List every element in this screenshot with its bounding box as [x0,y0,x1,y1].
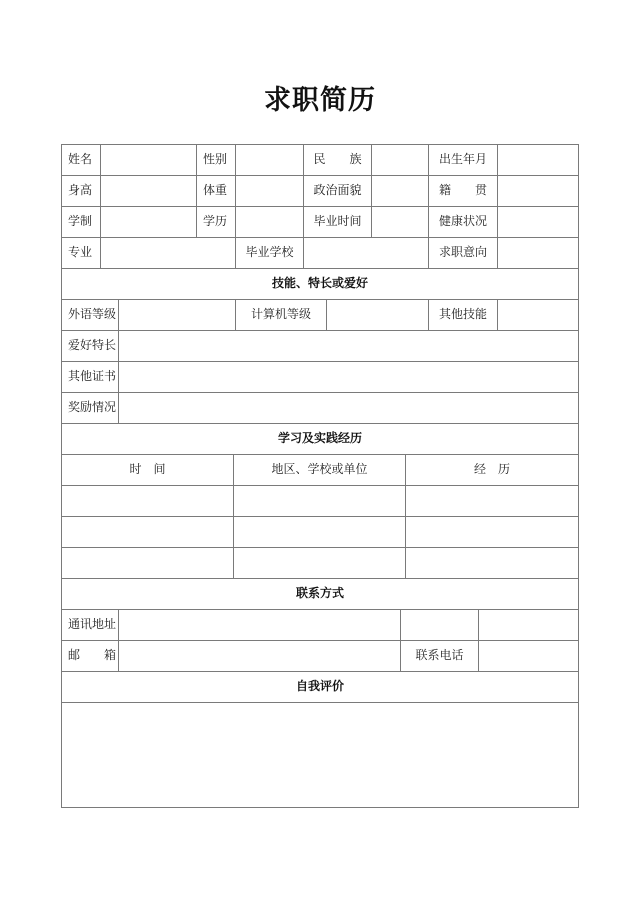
degree-field[interactable] [236,207,303,237]
grad-time-label: 毕业时间 [313,214,362,228]
other-skill-label: 其他技能 [438,307,487,321]
grid-line [196,144,197,237]
health-label: 健康状况 [438,214,487,228]
language-field[interactable] [119,300,235,330]
experience-time-cell[interactable] [62,486,233,516]
weight-label: 体重 [203,183,228,197]
political-field[interactable] [372,176,428,206]
awards-field[interactable] [119,393,578,423]
experience-time-cell[interactable] [62,548,233,578]
weight-field[interactable] [236,176,303,206]
grid-line [578,144,579,808]
self-eval-heading: 自我评价 [295,679,344,693]
birth-label: 出生年月 [438,152,487,166]
degree-label: 学历 [203,214,228,228]
major-label: 专业 [68,245,93,259]
experience-heading: 学习及实践经历 [277,431,362,445]
birth-field[interactable] [498,145,578,175]
language-label: 外语等级 [68,307,117,321]
self-eval-field[interactable] [62,703,578,807]
political-label: 政治面貌 [313,183,362,197]
contact-extra-field[interactable] [401,610,478,640]
phone-label: 联系电话 [415,648,464,662]
computer-label: 计算机等级 [250,307,311,321]
height-label: 身高 [68,183,93,197]
postcode-field[interactable] [119,641,400,671]
resume-form [61,144,579,808]
experience-time-cell[interactable] [62,517,233,547]
grad-time-field[interactable] [372,207,428,237]
ethnicity-label: 民 族 [313,152,362,166]
hobby-field[interactable] [119,331,578,361]
grad-school-field[interactable] [304,238,428,268]
intention-label: 求职意向 [438,245,487,259]
address-field[interactable] [119,610,400,640]
experience-detail-cell[interactable] [406,517,578,547]
intention-field[interactable] [498,238,578,268]
major-field[interactable] [101,238,235,268]
address-label: 通讯地址 [68,617,117,631]
name-label: 姓名 [68,152,93,166]
experience-detail-cell[interactable] [406,548,578,578]
skills-heading: 技能、特长或爱好 [271,276,368,290]
schooling-label: 学制 [68,214,93,228]
certs-label: 其他证书 [68,369,117,383]
experience-place-cell[interactable] [234,517,405,547]
gender-label: 性别 [203,152,228,166]
experience-detail-cell[interactable] [406,486,578,516]
time-column-header: 时 间 [129,462,166,476]
health-field[interactable] [498,207,578,237]
height-field[interactable] [101,176,196,206]
ethnicity-field[interactable] [372,145,428,175]
native-field[interactable] [498,176,578,206]
experience-place-cell[interactable] [234,548,405,578]
experience-column-header: 经 历 [473,462,510,476]
grad-school-label: 毕业学校 [245,245,294,259]
grid-line [61,807,579,808]
gender-field[interactable] [236,145,303,175]
schooling-field[interactable] [101,207,196,237]
other-skill-field[interactable] [498,300,578,330]
contact-extra-value-field[interactable] [479,610,578,640]
postcode-label: 邮 箱 [68,648,117,662]
experience-place-cell[interactable] [234,486,405,516]
hobby-label: 爱好特长 [68,338,117,352]
computer-field[interactable] [327,300,428,330]
native-label: 籍 贯 [438,183,487,197]
certs-field[interactable] [119,362,578,392]
phone-field[interactable] [479,641,578,671]
awards-label: 奖励情况 [68,400,117,414]
place-column-header: 地区、学校或单位 [271,462,368,476]
name-field[interactable] [101,145,196,175]
contact-heading: 联系方式 [295,586,344,600]
page-title: 求职简历 [264,85,376,116]
